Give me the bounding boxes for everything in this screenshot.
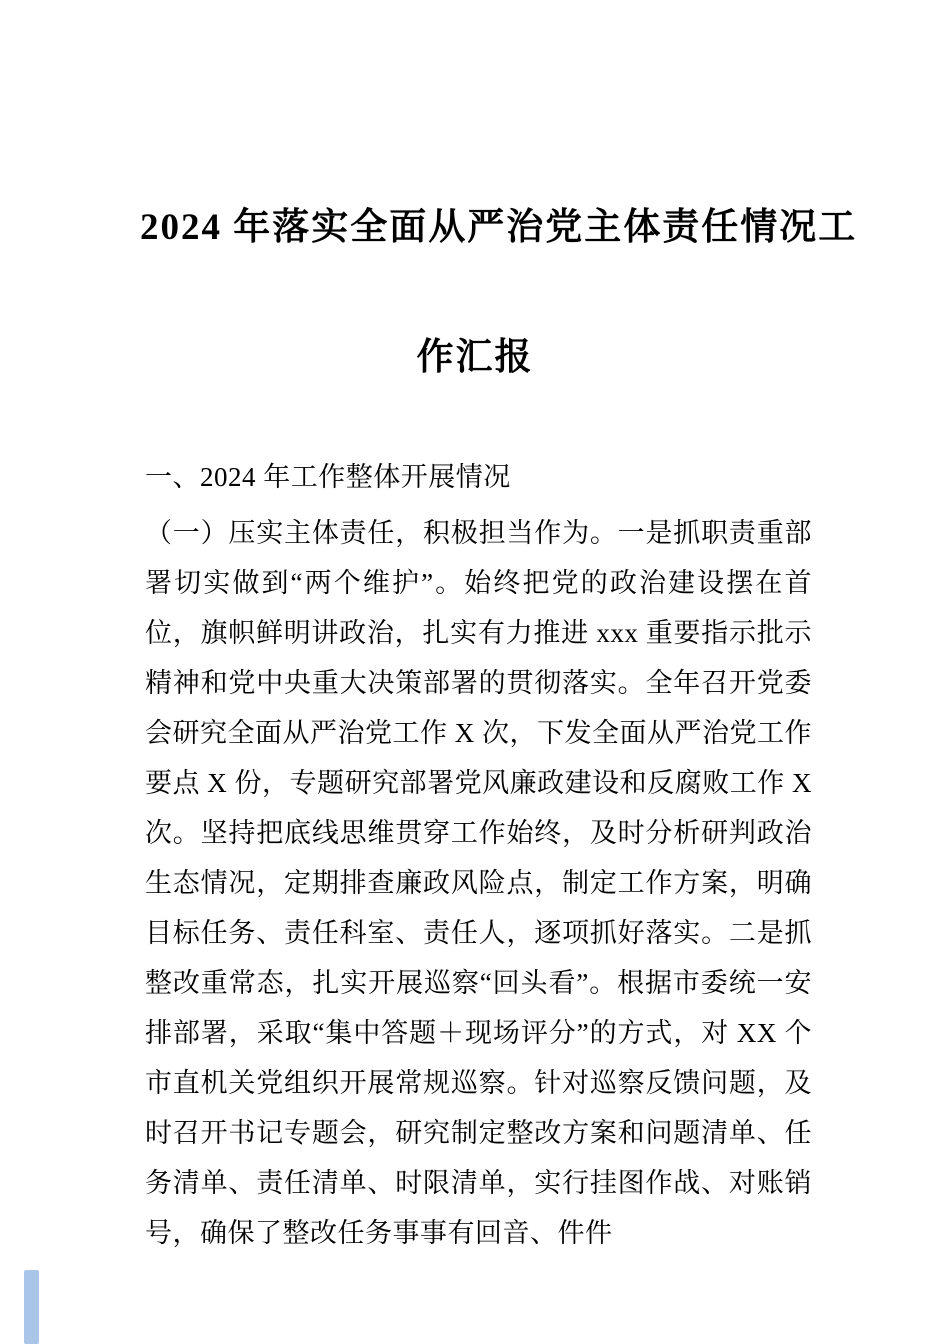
section-heading: 一、2024 年工作整体开展情况	[145, 462, 511, 492]
document-title	[140, 163, 858, 423]
document-body	[145, 452, 812, 1258]
body-paragraph: （一）压实主体责任，积极担当作为。一是抓职责重部署切实做到“两个维护”。始终把党的政治建设摆在首位，旗帜鲜明讲政治，扎实有力推进 xxx 重要指示批示精神和党中央重大决策部署的贯彻落实。全年召开党委会研究全面从严治党工作 X 次，下发全面从严治党工作要点 X 份，专题研究部署党风廉政建设和反腐败工作 X 次。坚持把底线思维贯穿工作始终，及时分析研判政治生态情况，定期排查廉政风险点，制定工作方案，明确目标任务、责任科室、责任人，逐项抓好落实。二是抓整改重常态，扎实开展巡察“回头看”。根据市委统一安排部署，采取“集中答题＋现场评分”的方式，对 XX 个市直机关党组织开展常规巡察。针对巡察反馈问题，及时召开书记专题会，研究制定整改方案和问题清单、任务清单、责任清单、时限清单，实行挂图作战、对账销号，确保了整改任务事事有回音、件件	[145, 518, 812, 1248]
left-edge-marker	[24, 1270, 39, 1344]
title-line-2: 作汇报	[416, 337, 534, 378]
title-line-1: 2024 年落实全面从严治党主体责任情况工	[140, 207, 858, 248]
